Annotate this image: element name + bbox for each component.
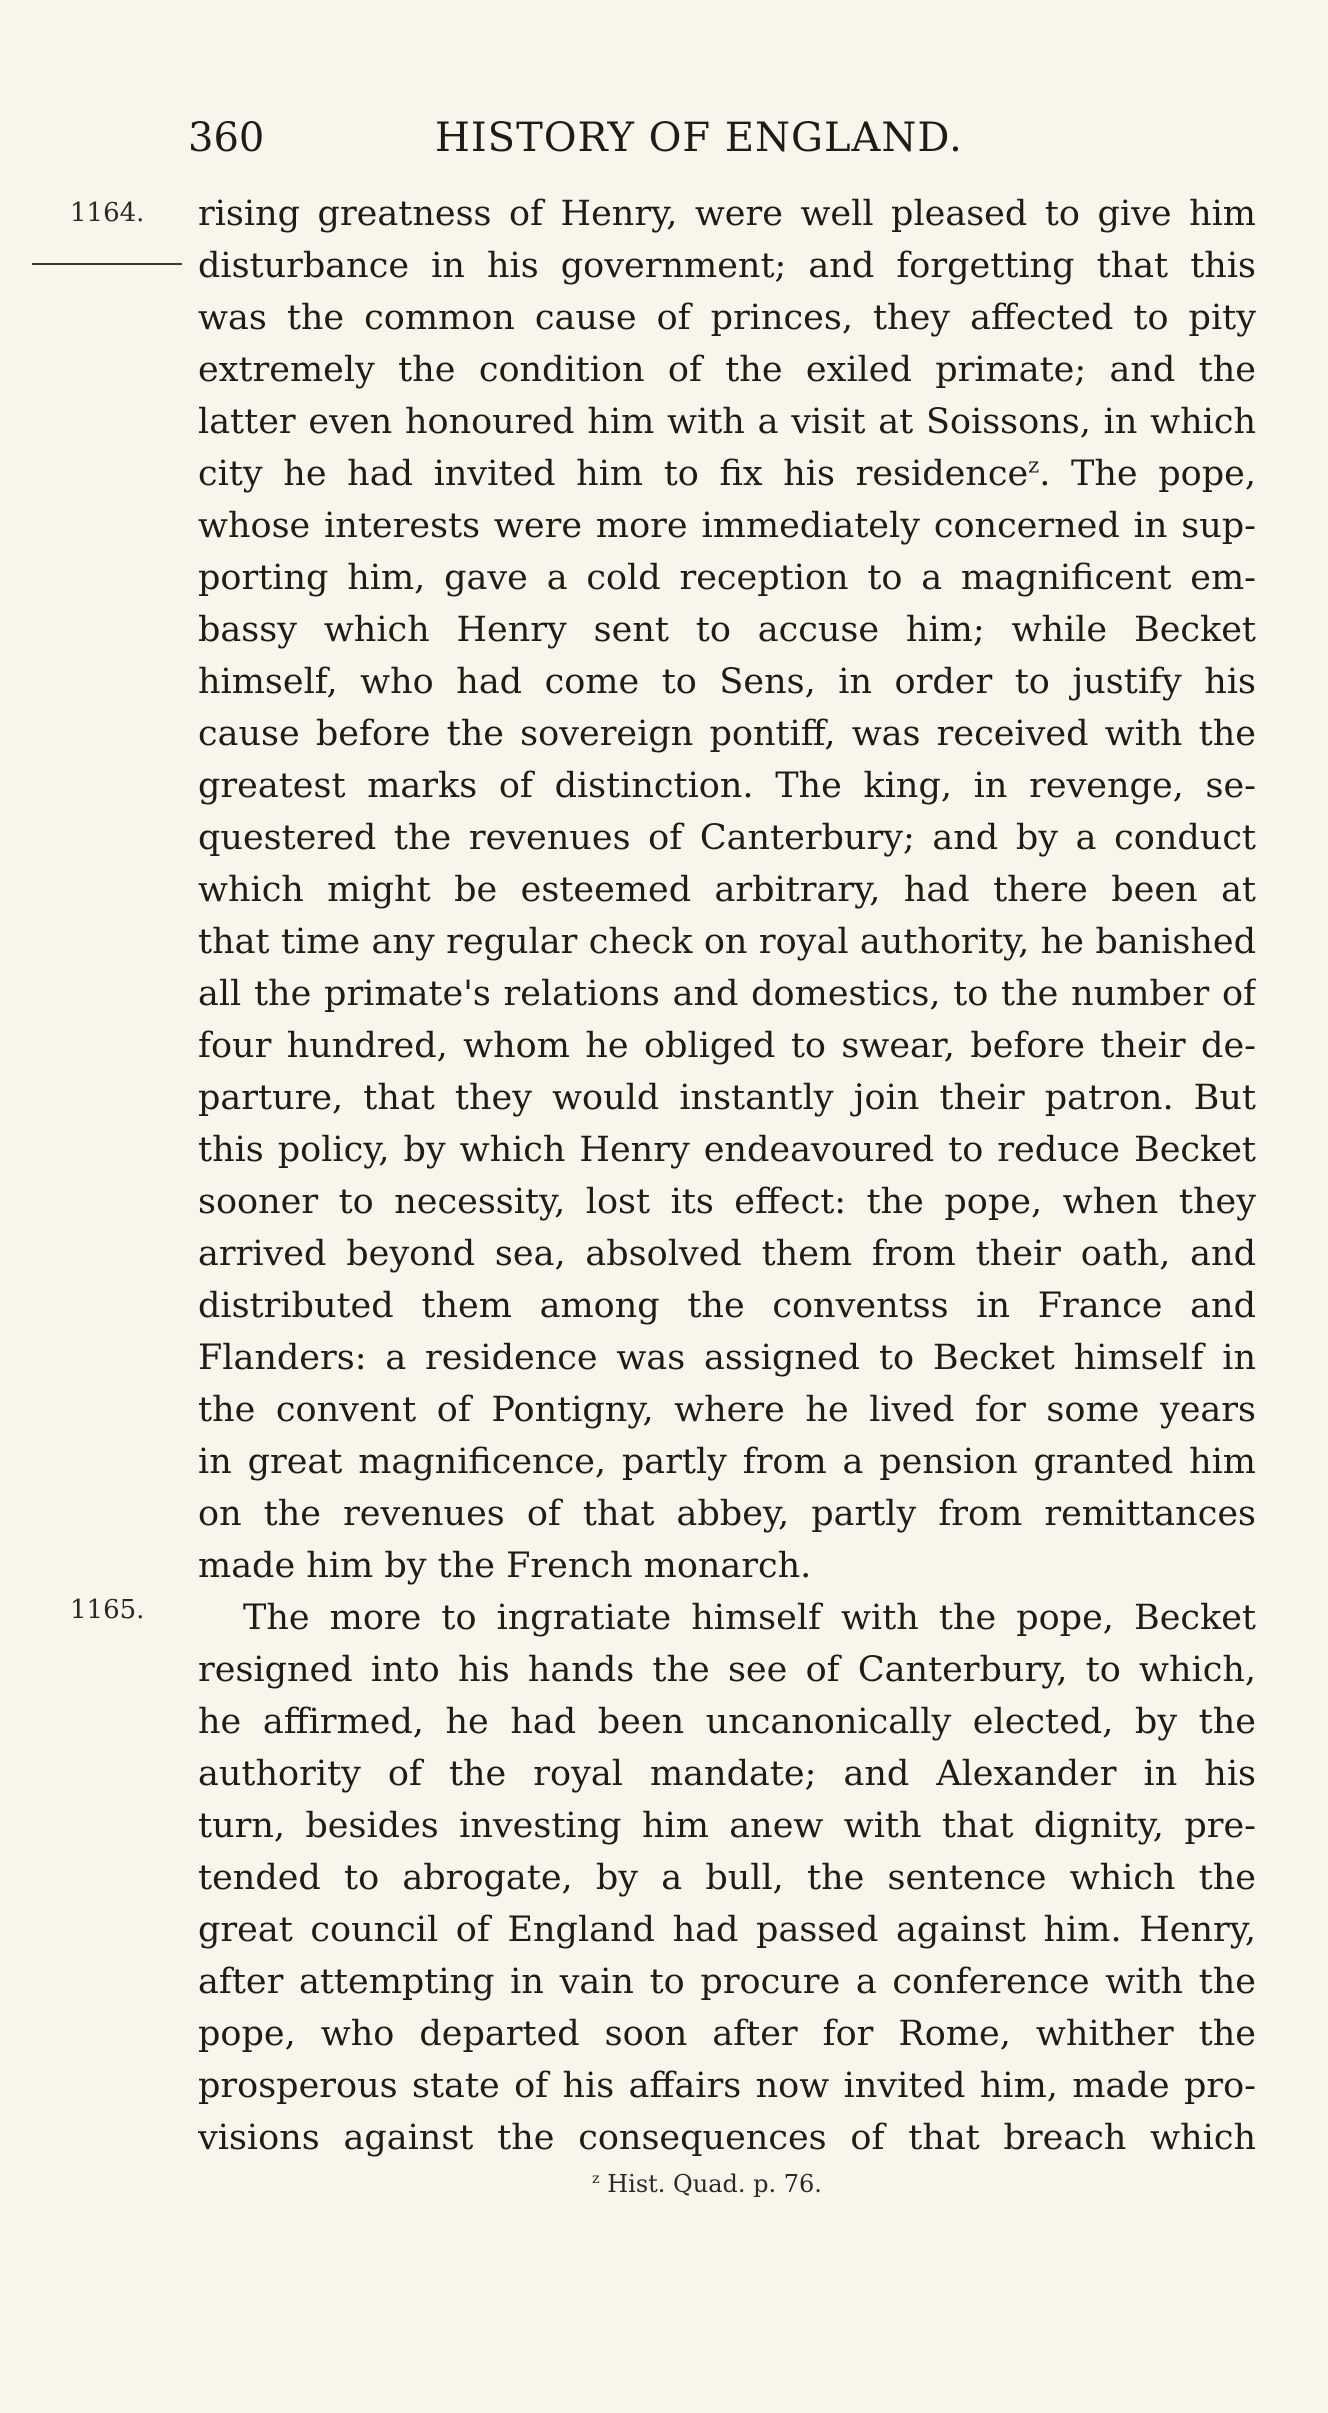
text-line-32: turn, besides investing him anew with that dignity, pre- (198, 1806, 1256, 1846)
text-line-13: questered the revenues of Canterbury; and by a conduct (198, 818, 1256, 858)
text-line-14: which might be esteemed arbitrary, had there been at (198, 870, 1256, 910)
text-line-28: The more to ingratiate himself with the pope, Becket (243, 1598, 1256, 1638)
text-line-27: made him by the French monarch. (198, 1546, 812, 1586)
text-line-20: sooner to necessity, lost its effect: the pope, when they (198, 1182, 1256, 1222)
text-line-12: greatest marks of distinction. The king, in revenge, se- (198, 766, 1256, 806)
text-line-38: visions against the consequences of that breach which (198, 2118, 1256, 2158)
running-title: HISTORY OF ENGLAND. (435, 115, 963, 161)
text-line-6-tail: . The pope, (1039, 454, 1256, 494)
text-line-30: he affirmed, he had been uncanonically elected, by the (198, 1702, 1256, 1742)
text-line-1: rising greatness of Henry, were well pleased to give him (198, 194, 1256, 234)
text-line-21: arrived beyond sea, absolved them from their oath, and (198, 1234, 1256, 1274)
page-header (180, 108, 1260, 168)
text-line-36: pope, who departed soon after for Rome, whither the (198, 2014, 1256, 2054)
text-line-31: authority of the royal mandate; and Alexander in his (198, 1754, 1256, 1794)
margin-year-1165: 1165. (70, 1595, 145, 1625)
text-line-34: great council of England had passed against him. Henry, (198, 1910, 1256, 1950)
text-line-33: tended to abrogate, by a bull, the sentence which the (198, 1858, 1256, 1898)
text-line-7: whose interests were more immediately concerned in sup- (198, 506, 1256, 546)
text-line-17: four hundred, whom he obliged to swear, before their de- (198, 1026, 1256, 1066)
text-line-15: that time any regular check on royal authority, he banished (198, 922, 1256, 962)
text-line-9: bassy which Henry sent to accuse him; while Becket (198, 610, 1256, 650)
text-line-19: this policy, by which Henry endeavoured to reduce Becket (198, 1130, 1256, 1170)
text-line-8: porting him, gave a cold reception to a magnificent em- (198, 558, 1256, 598)
text-line-22: distributed them among the conventss in France and (198, 1286, 1256, 1326)
text-line-25: in great magnificence, partly from a pension granted him (198, 1442, 1256, 1482)
text-line-5: latter even honoured him with a visit at Soissons, in which (198, 402, 1256, 442)
footnote-reference-z: z (1028, 453, 1040, 478)
text-line-11: cause before the sovereign pontiff, was received with the (198, 714, 1256, 754)
text-line-6 (198, 448, 1256, 500)
text-line-23: Flanders: a residence was assigned to Becket himself in (198, 1338, 1256, 1378)
margin-rule (32, 263, 182, 265)
text-line-29: resigned into his hands the see of Canterbury, to which, (198, 1650, 1256, 1690)
text-line-4: extremely the condition of the exiled primate; and the (198, 350, 1256, 390)
text-line-3: was the common cause of princes, they affected to pity (198, 298, 1256, 338)
text-line-24: the convent of Pontigny, where he lived for some years (198, 1390, 1256, 1430)
footnote (592, 2168, 822, 2200)
text-line-2: disturbance in his government; and forgetting that this (198, 246, 1256, 286)
text-line-6-main: city he had invited him to fix his residence (198, 454, 1029, 494)
page-number: 360 (188, 115, 265, 161)
text-line-18: parture, that they would instantly join their patron. But (198, 1078, 1256, 1118)
text-line-26: on the revenues of that abbey, partly from remittances (198, 1494, 1256, 1534)
footnote-marker: z (592, 2171, 600, 2187)
text-line-35: after attempting in vain to procure a conference with the (198, 1962, 1256, 2002)
footnote-text: Hist. Quad. p. 76. (607, 2170, 822, 2198)
text-line-10: himself, who had come to Sens, in order to justify his (198, 662, 1256, 702)
text-line-37: prosperous state of his affairs now invited him, made pro- (198, 2066, 1256, 2106)
text-line-16: all the primate's relations and domestics, to the number of (198, 974, 1256, 1014)
margin-year-1164: 1164. (70, 198, 145, 228)
